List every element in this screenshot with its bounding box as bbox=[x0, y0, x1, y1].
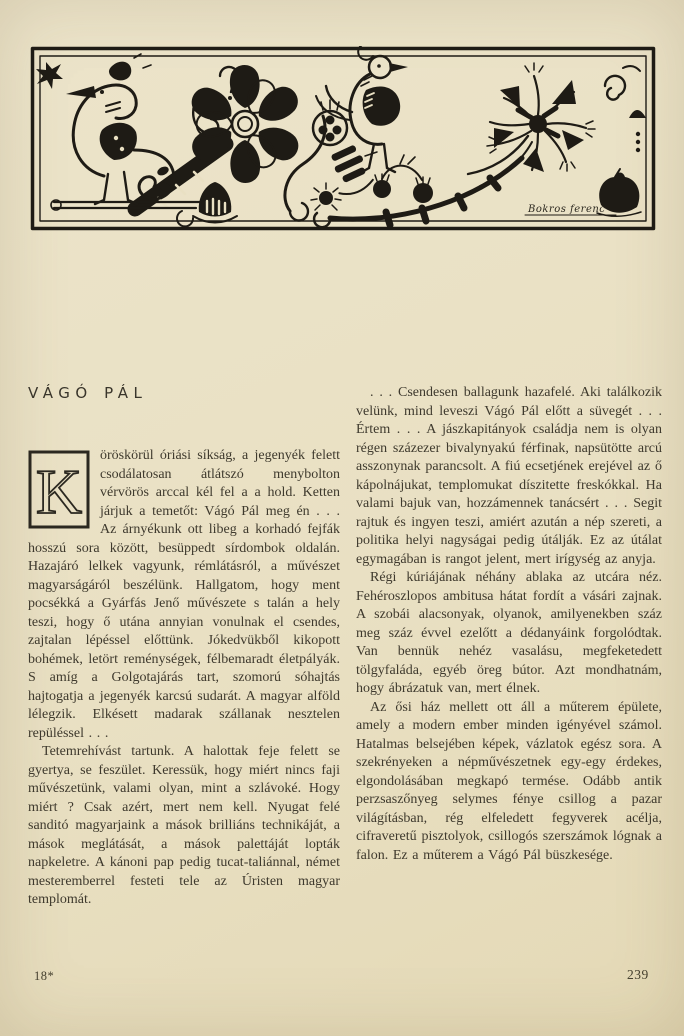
right-column bbox=[356, 384, 662, 910]
paragraph: öröskörül óriási síkság, a jegenyék felett csodálatosan átlátszó menybolton vérvörös arccal kél fel a a hold. Ketten járjuk a temetőt: Vágó Pál meg én . . . Az árnyékunk ott libeg a korhadó fejfák hosszú sora között, besüppedt sírdombok oldalán. Hazajáró lelkek vagyunk, rémlátásról, a művészet magyarságáról beszélünk. Hallgatom, hogy ment pocsékká a Gyárfás Jenő művészete s talán a hely teszi, hogy ő utána annyian vonulnak el csendes, zajtalan lépéssel előttünk. Jókedvükből kikopott bohémek, letört reménységek, félbemaradt életpályák. S amíg a Golgotajárás tart, szomorú sóhajtás hajtogatja a jegenyék karcsú sudarát. A magyar alföld lélegzik. Elkésett madarak szállanak nesztelen repüléssel . . . bbox=[28, 448, 340, 741]
ladder-motif bbox=[323, 144, 374, 200]
drop-cap bbox=[28, 450, 90, 529]
page-number-left: 18* bbox=[34, 969, 55, 983]
headpiece-illustration bbox=[30, 46, 656, 231]
drop-cap-letter: K bbox=[35, 456, 83, 527]
headpiece-ornament bbox=[30, 46, 656, 231]
article-title: VÁGÓ PÁL bbox=[28, 384, 148, 402]
paragraph: Az ősi ház mellett ott áll a műterem épülete, amely a modern ember minden igényével számol. Hatalmas belsejében képek, vázlatok egész sora. A szekrényeken a népművészetnek egy-egy érdekes, elgondolásában megkapó termése. Odább antik perzsaszőnyeg selymes fénye csillog a pazar világításban, rég elfeledett fegyverek acélja, cifraveretű pisztolyok, csillogós szerszámok lógnak a falon. Ez a műterem a Vágó Pál büszkesége. bbox=[356, 699, 662, 863]
paragraph: Régi kúriájának néhány ablaka az utcára néz. Fehéroszlopos ambitusa hátat fordít a vásári zajnak. A szobái alacsonyak, olyanok, amilyenekben száz meg száz évvel ezelőtt a dédanyáink forgolódtak. Van bennük nehéz vasalásu, megfeketedett tölgyfaláda, egyéb öreg bútor. Azt mondhatnám, hogy ábrázatuk van, mert élnek. bbox=[356, 570, 662, 696]
corner-scrolls bbox=[605, 66, 646, 152]
drop-cap-frame bbox=[28, 450, 90, 529]
radial-flower-illustration bbox=[468, 63, 595, 186]
pomegranate-illustration bbox=[373, 155, 433, 203]
artist-signature bbox=[525, 204, 616, 215]
left-bird-illustration bbox=[51, 54, 214, 210]
page-number-right: 239 bbox=[627, 967, 649, 982]
left-column bbox=[28, 384, 340, 910]
article-body bbox=[28, 384, 662, 910]
svg-text:Bokros ferenc: Bokros ferenc bbox=[528, 204, 606, 215]
paragraph: Tetemrehívást tartunk. A halottak feje felett se gyertya, se feszület. Keressük, hogy miért nincs faji művészetünk, valami olyan, mint a szlávoké. Hogy miért ? Csak azért, mert nem kell. Nyugat felé sanditó magyarjaink a mások brilliáns technikáját, a mások meglátását, a mások palettáját lopták napkeletre. A kánoni pap pedig tucat-taliánnal, német mesteremberrel festeti tele az Úristen magyar templomát. bbox=[28, 744, 340, 907]
tulip-illustration bbox=[177, 182, 237, 226]
paragraph: . . . Csendesen ballagunk hazafelé. Aki találkozik velünk, mind leveszi Vágó Pál előtt a süvegét . . . Értem . . . A jászkapitányok családja nem is olyan régen százezer bivalynyakú férfinak, napsütötte arcú asszonynak parancsolt. A fiú ecsetjének erejével az ő kápolnájukat, templomukat díszitette freskókkal. Ha valami bajuk van, hozzámennek tanácsért . . . Segit rajtuk és ingyen teszi, amiért azután a nép szereti, a politika helyi nagyságai pedig útálják. Ez az útálat egymagában is rangot jelent, mert irígység az anyja. bbox=[356, 385, 662, 567]
pompom-motif bbox=[311, 183, 341, 210]
